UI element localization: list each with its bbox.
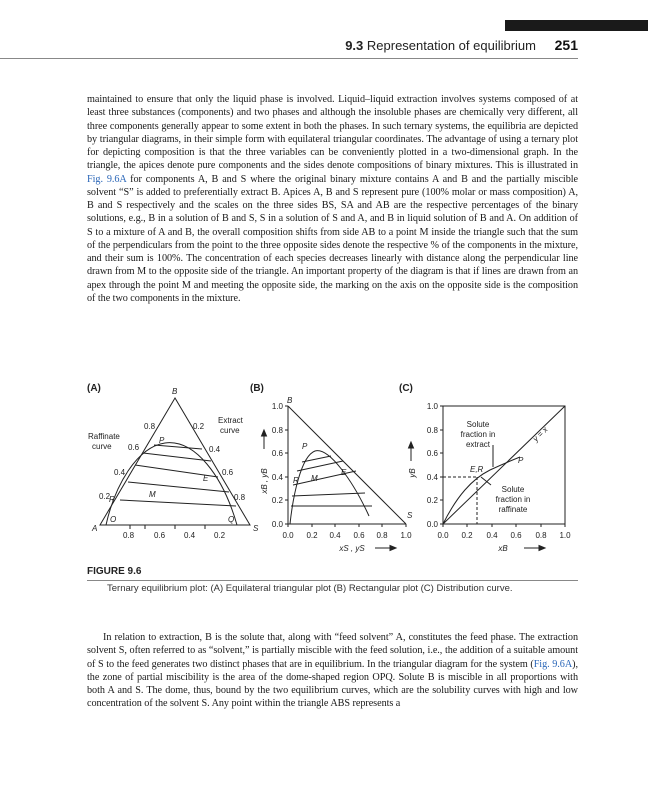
point-r-label: R: [109, 495, 115, 504]
y-tick-label: 0.6: [426, 449, 438, 458]
section-title: Representation of equilibrium: [366, 38, 536, 53]
figure-reference-link[interactable]: Fig. 9.6A: [87, 173, 127, 185]
point-p-label: P: [302, 442, 308, 451]
panel-a-labels: [87, 383, 259, 540]
page-number: 251: [554, 37, 578, 53]
point-b-label: B: [287, 396, 293, 405]
x-tick-label: 0.4: [329, 531, 341, 540]
panel-c-x-axis-label: xB: [498, 544, 508, 553]
tie-line: [293, 471, 356, 485]
raffinate-label-line-2: curve: [92, 442, 112, 451]
right-tick-label: 0.6: [222, 468, 234, 477]
body-paragraph-1: [87, 93, 578, 305]
solute-raffinate-label-2: fraction in: [495, 495, 531, 504]
apex-s-label: S: [253, 524, 259, 533]
header-black-bar: [505, 20, 648, 31]
arrowhead: [262, 430, 267, 436]
right-tick-label: 0.2: [193, 422, 205, 431]
tie-line: [292, 493, 365, 496]
figure-caption-text: Ternary equilibrium plot: (A) Equilateral triangular plot (B) Rectangular plot (C) Distribution curve.: [107, 583, 513, 594]
left-tick-label: 0.2: [99, 492, 111, 501]
panel-b-x-axis-label: xS , yS: [339, 544, 365, 553]
point-m-label: M: [149, 490, 156, 499]
point-o-label: O: [110, 515, 117, 524]
x-tick-label: 0.2: [461, 531, 473, 540]
caption-rule: [87, 580, 578, 581]
tie-line: [297, 461, 343, 471]
extract-label-line-2: curve: [220, 426, 240, 435]
panel-c-label: (C): [399, 383, 413, 394]
bottom-tick-label: 0.6: [154, 531, 166, 540]
x-tick-label: 0.8: [376, 531, 388, 540]
section-number: 9.3: [345, 38, 364, 53]
point-q-label: Q: [228, 515, 235, 524]
bottom-tick-label: 0.8: [123, 531, 135, 540]
extract-label-line-1: Extract: [218, 416, 243, 425]
y-tick-label: 1.0: [426, 402, 438, 411]
panel-b: [262, 406, 407, 551]
body-paragraph-2: [87, 631, 578, 711]
y-tick-label: 0.2: [426, 496, 438, 505]
left-tick-label: 0.4: [114, 468, 126, 477]
y-tick-label: 0.0: [271, 520, 283, 529]
point-r-label: R: [293, 476, 299, 485]
x-tick-label: 0.0: [282, 531, 294, 540]
x-tick-label: 0.4: [486, 531, 498, 540]
y-tick-label: 0.8: [426, 426, 438, 435]
point-m-label: M: [311, 474, 318, 483]
right-tick-label: 0.8: [234, 493, 246, 502]
figure-caption-title: FIGURE 9.6: [87, 566, 142, 577]
bottom-tick-label: 0.2: [214, 531, 226, 540]
x-tick-label: 1.0: [400, 531, 412, 540]
header-rule: [0, 58, 578, 59]
tie-line: [128, 482, 229, 492]
figure-svg: [87, 381, 583, 565]
x-tick-label: 0.2: [306, 531, 318, 540]
point-e-label: E: [341, 468, 347, 477]
left-tick-label: 0.8: [144, 422, 156, 431]
paragraph-2-text-a: In relation to extraction, B is the solute that, along with “feed solvent” A, constitutes the feed phase. The extraction solvent S, often referred to as “solvent,” is partially miscible with the feed solution, i.e., the addition of a suitable amount of S to the feed generates two distinct phases that are in equilibrium. In the triangular diagram for the system (: [87, 632, 578, 670]
point-er-label: E,R: [470, 465, 484, 474]
paragraph-1-text-b: for components A, B and S where the original binary mixture contains A and B and the partially miscible solvent “S” is added to preferentially extract B. Apices A, B and S represent pure (100% molar or mass composition) A, B and S respectively and the scales on the three sides BS, SA and AB are the respective percentages of the binary solutions, e.g., B in a solution of B and S, S in a solution of S and A, and B in liquid solution of B and A. On addition of S to a mixture of A and B, the overall composition shifts from side AB to a point M inside the triangle such that the sum of the perpendiculars from the point to the three opposite sides denote the respective % of the components in the mixture, and their sum is 100%. The concentration of each species decreases linearly with distance along the perpendicular line drawn from M to the opposite side of the triangle. An important property of the diagram is that if lines are drawn from an apex through the point M and meeting the opposite side, the marking on the axis on the opposite side is the composition of the two components in the mixture.: [87, 173, 578, 304]
point-p-label: P: [518, 456, 524, 465]
panel-b-y-axis-label: xB , yB: [260, 468, 269, 494]
point-p-label: P: [159, 436, 165, 445]
panel-b-labels: [250, 383, 413, 553]
tie-line: [154, 445, 202, 449]
point-s-label: S: [407, 511, 413, 520]
y-tick-label: 0.6: [271, 449, 283, 458]
point-e-label: E: [203, 474, 209, 483]
panel-b-label: (B): [250, 383, 264, 394]
x-tick-label: 0.8: [535, 531, 547, 540]
tie-line: [120, 500, 236, 506]
y-tick-label: 0.4: [271, 473, 283, 482]
solute-extract-label-1: Solute: [466, 420, 490, 429]
left-tick-label: 0.6: [128, 443, 140, 452]
apex-a-label: A: [92, 524, 98, 533]
figure-reference-link[interactable]: Fig. 9.6A: [533, 658, 573, 670]
raffinate-label-line-1: Raffinate: [88, 432, 120, 441]
binodal-curve: [106, 443, 237, 525]
section-heading: [345, 38, 536, 53]
y-tick-label: 0.0: [426, 520, 438, 529]
y-tick-label: 0.8: [271, 426, 283, 435]
pointer-raffinate: [481, 477, 491, 485]
x-tick-label: 0.0: [437, 531, 449, 540]
figure-9-6: [87, 381, 583, 565]
y-tick-label: 1.0: [271, 402, 283, 411]
solute-extract-label-3: extract: [465, 440, 491, 449]
bottom-tick-label: 0.4: [184, 531, 196, 540]
arrowhead: [409, 442, 414, 448]
x-tick-label: 0.6: [353, 531, 365, 540]
paragraph-1-text-a: maintained to ensure that only the liquid phase is involved. Liquid–liquid extraction involves systems composed of at least three substances (components) and two phases and although the insoluble phases are chemically very different, all three components generally appear to some extent in both the phases. In such ternary systems, the equilibria are depicted by triangular diagrams, in their simple form with equilateral triangular coordinates. The advantage of using a ternary plot for depicting composition is that the three variables can be conveniently plotted in a two-dimensional graph. In the triangle, the apices denote pure components and the sides denote compositions of binary mixtures. This is illustrated in: [87, 94, 578, 172]
arrowhead: [539, 546, 545, 551]
panel-c-y-axis-label: yB: [408, 468, 417, 478]
arrowhead: [390, 546, 396, 551]
panel-c-labels: [399, 383, 571, 553]
apex-b-label: B: [172, 387, 178, 396]
right-tick-label: 0.4: [209, 445, 221, 454]
y-tick-label: 0.2: [271, 496, 283, 505]
solute-raffinate-label-1: Solute: [501, 485, 525, 494]
paragraph-2-text-b: ), the zone of partial miscibility is the area of the dome-shaped region OPQ. Solute B is miscible in all proportions with both A and S. The dome, thus, bound by the two equilibrium curves, which are the solubility curves with high and low concentration of the solvent S. Any point within the triangle ABS represents a: [87, 658, 578, 710]
x-tick-label: 0.6: [510, 531, 522, 540]
solute-raffinate-label-3: raffinate: [498, 505, 528, 514]
panel-a-label: (A): [87, 383, 101, 394]
diagonal-label: y = x: [530, 424, 550, 444]
y-tick-label: 0.4: [426, 473, 438, 482]
solute-extract-label-2: fraction in: [460, 430, 496, 439]
panel-b-binodal: [290, 451, 369, 524]
x-tick-label: 1.0: [559, 531, 571, 540]
running-header: [0, 36, 648, 56]
